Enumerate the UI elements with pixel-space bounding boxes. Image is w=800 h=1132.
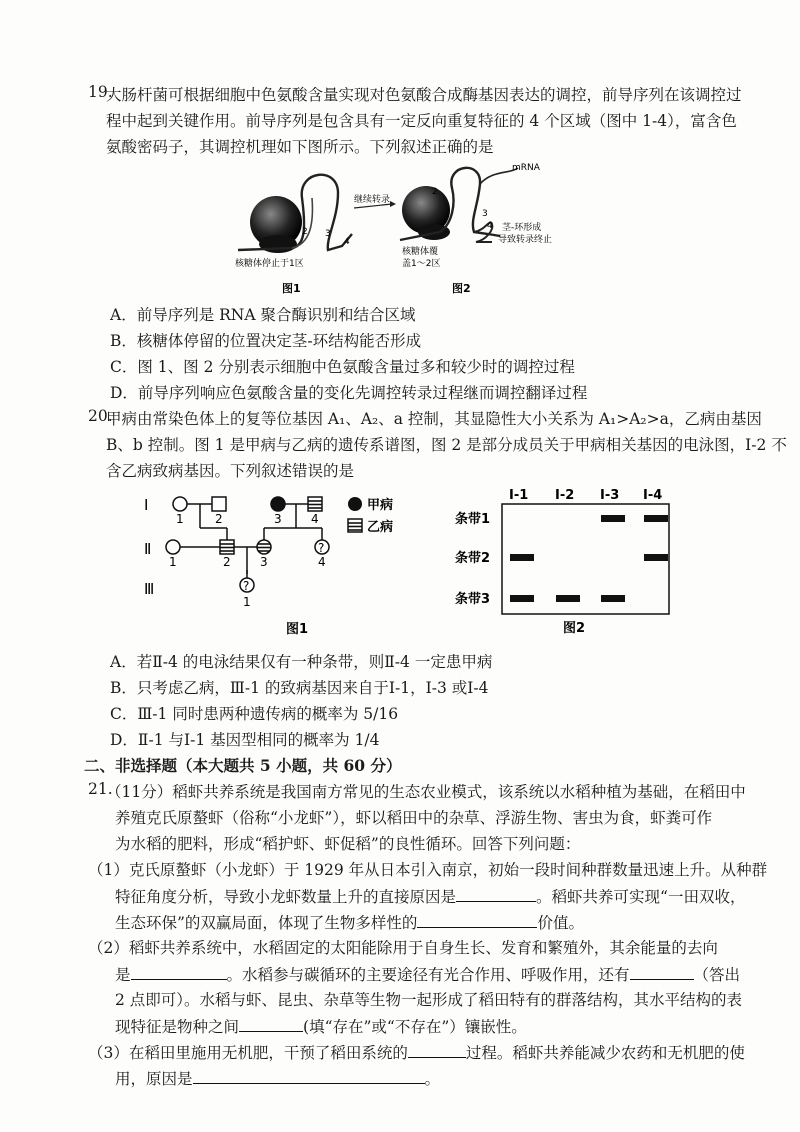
gel-column-label: Ⅰ-2 [555, 488, 575, 503]
fig2-mrna-label: mRNA [512, 163, 540, 173]
q21-intro-line-2: 养殖克氏原螯虾（俗称“小龙虾”），虾以稻田中的杂草、浮游生物、害虫为食，虾粪可作 [115, 809, 713, 827]
q20-option-d: D．Ⅱ-1 与Ⅰ-1 基因型相同的概率为 1/4 [110, 731, 380, 749]
section-2-title: 二、非选择题（本大题共 5 小题，共 60 分） [84, 756, 402, 775]
fig2-continue-label: 继续转录 [354, 195, 391, 205]
q21-part1-line-3: 生态环保”的双赢局面，体现了生物多样性的 价值。 [115, 910, 584, 933]
II-1 [166, 540, 180, 554]
svg-text:4: 4 [311, 512, 319, 526]
gel-band [601, 515, 625, 522]
gel-band [644, 554, 668, 561]
q19-figure [230, 158, 570, 300]
q21-part2-line-1: （2）稻虾共养系统中，水稻固定的太阳能除用于自身生长、发育和繁殖外，其余能量的去向 [88, 939, 718, 957]
fig2-region-3: 3 [482, 209, 488, 219]
svg-text:3: 3 [274, 512, 282, 526]
gen-label-3: Ⅲ [144, 580, 155, 598]
gel-band [510, 554, 534, 561]
gel-column-label: Ⅰ-1 [509, 488, 529, 503]
legend-b-symbol [348, 519, 362, 532]
svg-text:?: ? [318, 541, 325, 555]
I-4 [308, 497, 322, 511]
svg-text:3: 3 [260, 555, 268, 569]
fig2-region-2: 2 [432, 187, 438, 197]
q21-blank-2[interactable] [417, 910, 537, 928]
q20-option-c: C．Ⅲ-1 同时患两种遗传病的概率为 5/16 [110, 705, 399, 723]
q21-part2-line-3: 2 点即可）。水稻与虾、昆虫、杂草等生物一起形成了稻田特有的群落结构，其水平结构的表 [115, 991, 743, 1009]
svg-text:4: 4 [318, 555, 326, 569]
svg-text:?: ? [243, 579, 250, 593]
fig1-ribosome [250, 196, 302, 253]
q19-option-b: B．核糖体停留的位置决定茎-环结构能否形成 [110, 332, 422, 350]
q20-stem-line-1: 甲病由常染色体上的复等位基因 A₁、A₂、a 控制，其显隐性大小关系为 A₁>A₂>a，乙病由基因 [106, 410, 762, 428]
pedigree-chart [140, 488, 430, 638]
q20-option-b: B．只考虑乙病，Ⅲ-1 的致病基因来自于Ⅰ-1，Ⅰ-3 或Ⅰ-4 [110, 679, 489, 697]
svg-text:1: 1 [176, 512, 184, 526]
I-1 [173, 497, 187, 511]
fig1-region-2: 2 [302, 227, 308, 237]
fig2-stemloop-label-2: 导致转录终止 [498, 235, 553, 245]
fig1-region-4: 4 [344, 237, 350, 247]
gel-band [510, 595, 534, 602]
II-4 [315, 540, 329, 555]
gel-row-label: 条带1 [455, 512, 491, 527]
q21-part2-line-4: 现特征是物种之间 (填“存在”或“不存在”）镶嵌性。 [115, 1014, 527, 1037]
gel-electrophoresis [455, 486, 695, 638]
pedigree-caption: 图1 [286, 622, 309, 637]
q21-blank-7[interactable] [193, 1066, 425, 1084]
q21-blank-3[interactable] [131, 962, 227, 980]
fig2-ribosome-cover-label-1: 核糖体覆 [402, 247, 439, 257]
q21-part2-line-2: 是 。水稻参与碳循环的主要途径有光合作用、呼吸作用，还有 （答出 [115, 962, 740, 985]
fig2-ribosome-cover-label-2: 盖1～2区 [402, 259, 441, 269]
legend-a-symbol [348, 497, 362, 511]
legend-b-label: 乙病 [367, 520, 394, 535]
q21-part1-line-1: （1）克氏原螯虾（小龙虾）于 1929 年从日本引入南京，初始一段时间种群数量迅速上升。从种群 [88, 861, 768, 879]
gen-label-1: Ⅰ [144, 496, 149, 514]
q20-number: 20. [88, 407, 113, 425]
fig2-ribosome [402, 186, 450, 240]
q19-option-a: A．前导序列是 RNA 聚合酶识别和结合区域 [110, 306, 416, 324]
fig2-stemloop-label-1: 茎-环形成 [502, 223, 542, 233]
gel-row-label: 条带3 [455, 592, 491, 607]
q21-blank-4[interactable] [630, 962, 694, 980]
q21-number: 21. [88, 780, 113, 798]
svg-text:2: 2 [223, 555, 231, 569]
svg-text:1: 1 [243, 595, 251, 609]
q21-blank-1[interactable] [456, 884, 536, 902]
q19-option-c: C．图 1、图 2 分别表示细胞中色氨酸含量过多和较少时的调控过程 [110, 358, 575, 376]
gel-band [556, 595, 580, 602]
gel-band [601, 595, 625, 602]
q21-blank-6[interactable] [408, 1040, 466, 1058]
gel-caption: 图2 [563, 621, 586, 636]
q19-stem-line-2: 程中起到关键作用。前导序列是包含具有一定反向重复特征的 4 个区域（图中 1-4），富含色 [106, 112, 737, 130]
fig1-ribosome-stop-label: 核糖体停止于1区 [235, 259, 304, 269]
gel-column-label: Ⅰ-3 [600, 488, 620, 503]
q21-part3-line-1: （3）在稻田里施用无机肥，干预了稻田系统的 过程。稻虾共养能减少农药和无机肥的使 [88, 1040, 745, 1063]
q21-intro-line-1: （11分）稻虾共养系统是我国南方常见的生态农业模式，该系统以水稻种植为基础，在稻田中 [106, 783, 746, 801]
fig2-region-4: 4 [487, 221, 493, 231]
svg-text:1: 1 [169, 555, 177, 569]
q20-option-a: A．若Ⅱ-4 的电泳结果仅有一种条带，则Ⅱ-4 一定患甲病 [110, 653, 493, 671]
I-2 [212, 497, 226, 511]
q19-option-d: D．前导序列响应色氨酸含量的变化先调控转录过程继而调控翻译过程 [110, 384, 588, 402]
q20-stem-line-2: B、b 控制。图 1 是甲病与乙病的遗传系谱图，图 2 是部分成员关于甲病相关基因的电泳图，Ⅰ-2 不 [106, 436, 787, 454]
III-1 [240, 578, 254, 593]
q21-intro-line-3: 为水稻的肥料，形成“稻护虾、虾促稻”的良性循环。回答下列问题： [115, 835, 581, 853]
fig2-caption: 图2 [452, 282, 471, 295]
gel-row-label: 条带2 [455, 551, 491, 566]
gel-column-label: Ⅰ-4 [643, 488, 663, 503]
I-3 [271, 497, 285, 511]
legend-a-label: 甲病 [367, 498, 394, 513]
q21-blank-5[interactable] [239, 1014, 303, 1032]
II-2 [220, 540, 234, 554]
fig1-caption: 图1 [282, 282, 301, 295]
svg-text:2: 2 [215, 512, 223, 526]
fig1-region-3: 3 [325, 229, 331, 239]
II-3 [257, 540, 271, 554]
q20-stem-line-3: 含乙病致病基因。下列叙述错误的是 [106, 462, 355, 480]
q19-stem-line-1: 大肠杆菌可根据细胞中色氨酸含量实现对色氨酸合成酶基因表达的调控，前导序列在该调控过 [106, 86, 742, 104]
q19-number: 19. [88, 83, 113, 101]
gen-label-2: Ⅱ [144, 540, 152, 558]
gel-band [644, 515, 668, 522]
q21-part3-line-2: 用，原因是 。 [115, 1066, 440, 1089]
q19-stem-line-3: 氨酸密码子，其调控机理如下图所示。下列叙述正确的是 [106, 138, 494, 156]
q21-part1-line-2: 特征角度分析，导致小龙虾数量上升的直接原因是 。稻虾共养可实现“一田双收， [115, 884, 745, 907]
